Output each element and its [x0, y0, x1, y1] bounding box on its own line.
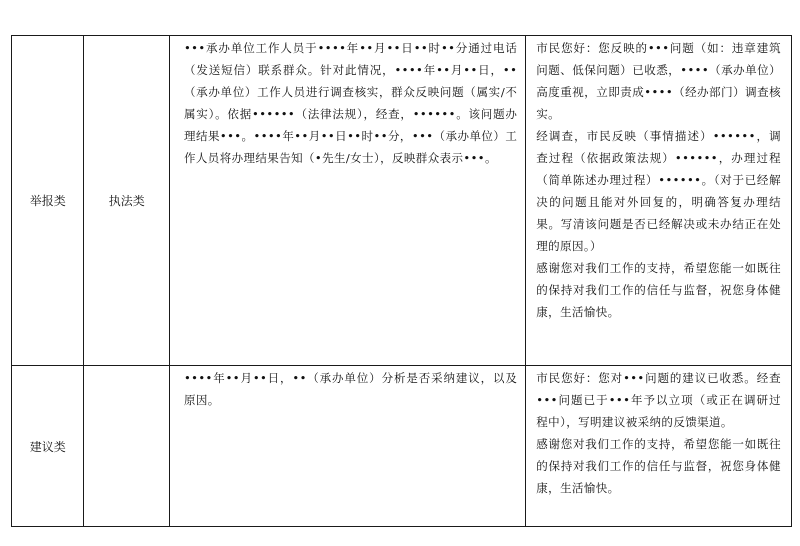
reply-text	[526, 36, 791, 323]
subcategory-cell	[84, 366, 170, 527]
procedure-text: ••••年••月••日，••（承办单位）分析是否采纳建议，以及原因。	[184, 371, 518, 407]
reply-template-table	[11, 35, 792, 527]
reply-cell	[526, 366, 792, 527]
table-row-suggestion	[12, 366, 792, 527]
reply-paragraph: 感谢您对我们工作的支持，希望您能一如既往的保持对我们工作的信任与监督，祝您身体健康，生活愉快。	[536, 261, 781, 319]
category-label: 建议类	[29, 439, 66, 454]
reply-cell	[526, 36, 792, 366]
subcategory-cell	[84, 36, 170, 366]
table-row-report	[12, 36, 792, 366]
reply-paragraph: 感谢您对我们工作的支持，希望您能一如既往的保持对我们工作的信任与监督，祝您身体健康，生活愉快。	[536, 437, 781, 495]
procedure-text: •••承办单位工作人员于••••年••月••日••时••分通过电话（发送短信）联系群众。针对此情况，••••年••月••日，••（承办单位）工作人员进行调查核实，群众反映问题（属实/不属实）。依据••••••（法律法规），经查，••••••。该问题办理结果•••。••••年••月••日••时••分，•••（承办单位）工作人员将办理结果告知（•先生/女士），反映群众表示•••。	[184, 41, 518, 165]
procedure-cell	[170, 36, 526, 366]
reply-text	[526, 366, 791, 499]
reply-paragraph: 市民您好：您反映的•••问题（如：违章建筑问题、低保问题）已收悉，••••（承办单位）高度重视，立即责成••••（经办部门）调查核实。	[536, 41, 781, 121]
procedure-cell	[170, 366, 526, 527]
category-label: 举报类	[29, 194, 66, 208]
reply-paragraph: 经调查，市民反映（事情描述）••••••，调查过程（依据政策法规）••••••，办理过程（简单陈述办理过程）••••••。（对于已经解决的问题且能对外回复的，明确答复办理结果。写清该问题是否已经解决或未办结正在处理的原因。）	[536, 129, 781, 253]
subcategory-label: 执法类	[108, 194, 145, 208]
reply-paragraph: 市民您好：您对•••问题的建议已收悉。经查•••问题已于•••年予以立项（或正在调研过程中），写明建议被采纳的反馈渠道。	[536, 371, 781, 429]
category-cell	[12, 366, 84, 527]
category-cell	[12, 36, 84, 366]
